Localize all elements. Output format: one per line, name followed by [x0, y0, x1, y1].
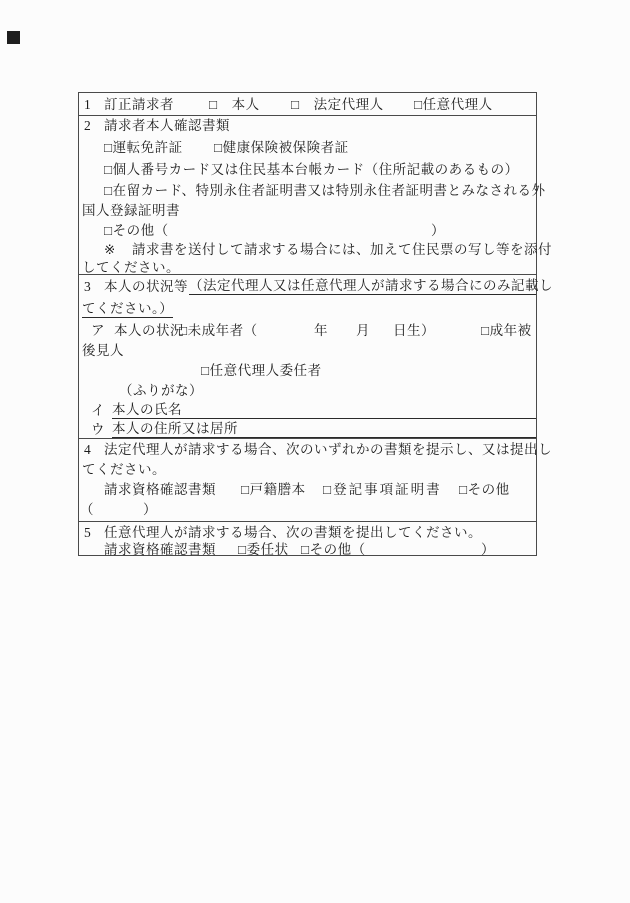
row-separator — [79, 521, 536, 522]
checkbox-other-document[interactable]: □その他（ — [104, 223, 169, 238]
mailing-note-text: 請求書を送付して請求する場合には、加えて住民票の写し等を添付 — [132, 242, 552, 257]
birth-day-label: 日生） — [393, 323, 435, 338]
row3-title-note-wrap: てください。） — [82, 301, 174, 316]
row5-docs-title: 請求資格確認書類 — [104, 542, 216, 557]
checkbox-row5-other[interactable]: □その他（ — [301, 542, 366, 557]
row3-number: 3 — [84, 279, 92, 294]
item-i-label: イ — [91, 403, 105, 418]
checkbox-voluntary-representative[interactable]: □任意代理人 — [414, 97, 493, 112]
item-a-title: 本人の状況 — [114, 323, 184, 338]
furigana-label: （ふりがな） — [119, 383, 203, 398]
item-u-label: ウ — [91, 422, 105, 437]
checkbox-residence-card[interactable]: □在留カード、特別永住者証明書又は特別永住者証明書とみなされる外 — [104, 183, 546, 198]
item-a-label: ア — [91, 323, 105, 338]
row-separator — [79, 115, 536, 116]
row1-number: 1 — [84, 97, 92, 112]
row4-other-open-paren: （ — [80, 502, 94, 517]
mailing-note-wrap-text: してください。 — [82, 260, 180, 275]
row3-title-note: （法定代理人又は任意代理人が請求する場合にのみ記載し — [189, 278, 553, 293]
row5-instruction: 任意代理人が請求する場合、次の書類を提出してください。 — [104, 525, 482, 540]
request-form-table — [78, 92, 553, 557]
checkbox-legal-representative[interactable]: □ 法定代理人 — [291, 97, 384, 112]
birth-month-label: 月 — [356, 323, 370, 338]
residence-card-wrap-text: 国人登録証明書 — [82, 203, 180, 218]
row2-title: 請求者本人確認書類 — [104, 118, 230, 133]
checkbox-family-register[interactable]: □戸籍謄本 — [241, 482, 306, 497]
note-asterisk: ※ — [104, 242, 116, 257]
row4-number: 4 — [84, 442, 92, 457]
birth-year-label: 年 — [314, 323, 328, 338]
row4-instruction: 法定代理人が請求する場合、次のいずれかの書類を提示し、又は提出し — [104, 442, 552, 457]
checkbox-self[interactable]: □ 本人 — [209, 97, 260, 112]
checkbox-mynumber-card[interactable]: □個人番号カード又は住民基本台帳カード（住所記載のあるもの） — [104, 162, 519, 177]
row4-docs-title: 請求資格確認書類 — [104, 482, 216, 497]
checkbox-health-insurance[interactable]: □健康保険被保険者証 — [214, 140, 349, 155]
field-principal-address-line[interactable]: 本人の住所又は居所 — [112, 421, 536, 438]
row4-other-close-paren: ） — [143, 502, 157, 517]
row5-number: 5 — [84, 525, 92, 540]
adult-ward-wrap-text: 後見人 — [82, 343, 124, 358]
checkbox-adult-ward[interactable]: □成年被 — [481, 323, 532, 338]
checkbox-registration-certificate[interactable]: □登記事項証明書 — [323, 482, 442, 497]
checkbox-row4-other[interactable]: □その他 — [459, 482, 510, 497]
checkbox-drivers-license[interactable]: □運転免許証 — [104, 140, 183, 155]
field-principal-name-line[interactable]: 本人の氏名 — [112, 402, 536, 419]
row4-instruction-wrap: てください。 — [82, 462, 166, 477]
checkbox-voluntary-delegator[interactable]: □任意代理人委任者 — [201, 363, 322, 378]
row1-title: 訂正請求者 — [104, 97, 174, 112]
checkbox-minor[interactable]: □未成年者（ — [179, 323, 258, 338]
page-corner-marker — [7, 31, 20, 44]
row2-number: 2 — [84, 118, 92, 133]
row3-title: 本人の状況等 — [104, 279, 188, 294]
other-document-close-paren: ） — [431, 223, 445, 238]
row-separator — [79, 438, 536, 439]
row5-other-close-paren: ） — [481, 542, 495, 557]
checkbox-power-of-attorney[interactable]: □委任状 — [238, 542, 289, 557]
